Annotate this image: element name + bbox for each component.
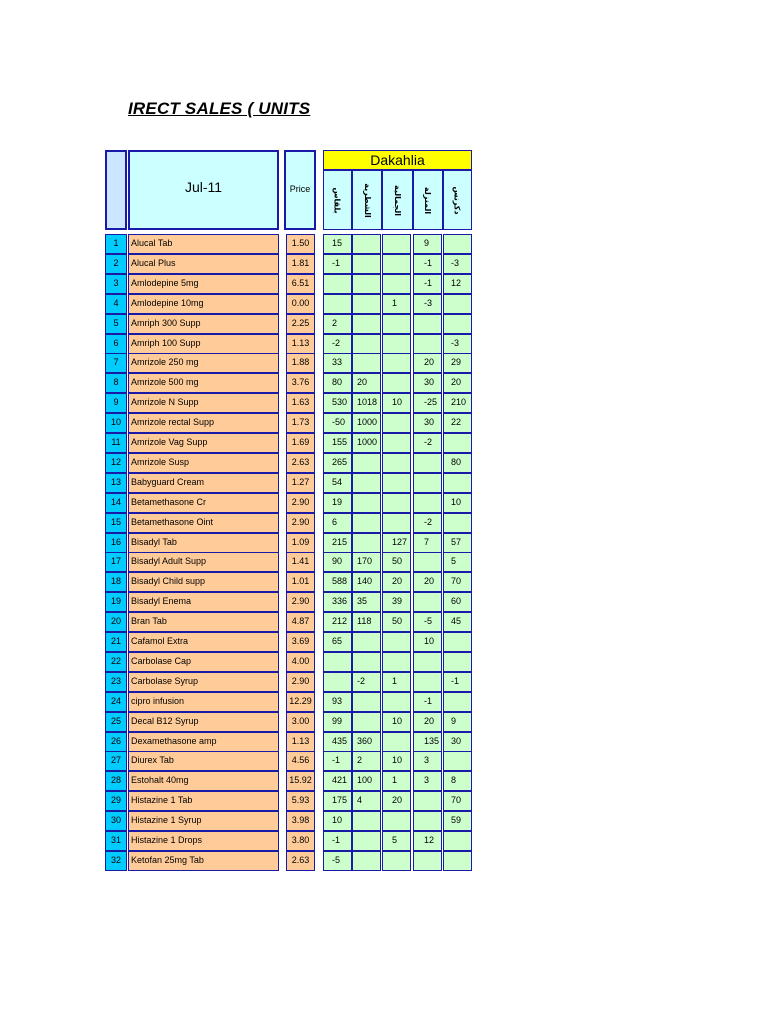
district-units	[352, 334, 381, 354]
table-row	[0, 413, 768, 433]
product-name: Amriph 300 Supp	[128, 314, 279, 334]
district-units	[413, 453, 442, 473]
month-header: Jul-11	[128, 150, 279, 230]
product-name: Histazine 1 Tab	[128, 791, 279, 811]
district-units	[413, 652, 442, 672]
row-number: 22	[105, 652, 127, 672]
product-price: 1.01	[286, 572, 315, 592]
district-units	[382, 353, 411, 373]
district-units	[443, 234, 472, 254]
product-price: 1.27	[286, 473, 315, 493]
district-units: -2	[323, 334, 352, 354]
district-units: 360	[352, 732, 381, 752]
product-name: cipro infusion	[128, 692, 279, 712]
district-units: -1	[323, 751, 352, 771]
district-units	[413, 672, 442, 692]
table-row	[0, 791, 768, 811]
district-units	[443, 632, 472, 652]
district-units	[352, 513, 381, 533]
table-row	[0, 592, 768, 612]
district-units: 54	[323, 473, 352, 493]
district-units	[443, 294, 472, 314]
table-row	[0, 513, 768, 533]
product-name: Decal B12 Syrup	[128, 712, 279, 732]
product-price: 3.69	[286, 632, 315, 652]
product-price: 2.63	[286, 851, 315, 871]
report-title: IRECT SALES ( UNITS	[128, 99, 311, 118]
district-units: 33	[323, 353, 352, 373]
district-units: 3	[413, 771, 442, 791]
district-units	[382, 652, 411, 672]
district-units: 20	[413, 353, 442, 373]
product-price: 1.69	[286, 433, 315, 453]
district-units: 118	[352, 612, 381, 632]
table-row	[0, 493, 768, 513]
district-units	[413, 791, 442, 811]
product-price: 1.50	[286, 234, 315, 254]
district-units	[382, 234, 411, 254]
district-units: 127	[382, 533, 411, 553]
product-price: 1.73	[286, 413, 315, 433]
district-units	[382, 473, 411, 493]
district-units: 80	[323, 373, 352, 393]
table-row	[0, 632, 768, 652]
district-units: -3	[413, 294, 442, 314]
district-units	[413, 473, 442, 493]
row-number: 29	[105, 791, 127, 811]
district-units	[352, 274, 381, 294]
district-units	[382, 373, 411, 393]
district-units	[382, 453, 411, 473]
district-units	[352, 533, 381, 553]
table-row	[0, 652, 768, 672]
district-units: 30	[443, 732, 472, 752]
district-units: 265	[323, 453, 352, 473]
district-units: 15	[323, 234, 352, 254]
district-units: 2	[352, 751, 381, 771]
district-units	[323, 672, 352, 692]
table-row	[0, 811, 768, 831]
product-price: 4.87	[286, 612, 315, 632]
district-units: 10	[382, 393, 411, 413]
district-units	[382, 632, 411, 652]
product-name: Amlodepine 10mg	[128, 294, 279, 314]
product-name: Amrizole rectal Supp	[128, 413, 279, 433]
product-name: Amlodepine 5mg	[128, 274, 279, 294]
district-units	[443, 652, 472, 672]
product-name: Bran Tab	[128, 612, 279, 632]
district-units: -2	[352, 672, 381, 692]
row-number: 10	[105, 413, 127, 433]
row-number: 5	[105, 314, 127, 334]
district-units	[352, 811, 381, 831]
district-units	[323, 294, 352, 314]
district-units: 135	[413, 732, 442, 752]
district-units: 5	[443, 552, 472, 572]
district-units	[443, 692, 472, 712]
district-units	[443, 751, 472, 771]
district-units	[382, 413, 411, 433]
table-row	[0, 552, 768, 572]
district-units: 588	[323, 572, 352, 592]
district-units	[352, 314, 381, 334]
table-row	[0, 533, 768, 553]
district-header: الجمالية	[382, 170, 413, 230]
district-units: 10	[382, 712, 411, 732]
district-units: 20	[413, 572, 442, 592]
table-row	[0, 672, 768, 692]
district-units: 1	[382, 672, 411, 692]
product-price: 1.63	[286, 393, 315, 413]
district-units	[382, 851, 411, 871]
row-number: 13	[105, 473, 127, 493]
product-name: Cafamol Extra	[128, 632, 279, 652]
table-row	[0, 732, 768, 752]
table-row	[0, 274, 768, 294]
district-units	[352, 254, 381, 274]
district-units: -1	[413, 274, 442, 294]
table-row	[0, 294, 768, 314]
product-name: Dexamethasone amp	[128, 732, 279, 752]
district-units: 12	[443, 274, 472, 294]
district-units	[382, 513, 411, 533]
district-units	[323, 274, 352, 294]
district-units: 35	[352, 592, 381, 612]
district-units: 45	[443, 612, 472, 632]
district-units: 20	[443, 373, 472, 393]
product-name: Alucal Tab	[128, 234, 279, 254]
district-units	[323, 652, 352, 672]
district-units: -1	[443, 672, 472, 692]
district-units	[413, 493, 442, 513]
table-row	[0, 751, 768, 771]
table-row	[0, 314, 768, 334]
product-price: 2.90	[286, 493, 315, 513]
district-units: 59	[443, 811, 472, 831]
district-units: 39	[382, 592, 411, 612]
district-units	[352, 712, 381, 732]
product-name: Amrizole Susp	[128, 453, 279, 473]
district-units: -1	[413, 254, 442, 274]
row-number: 27	[105, 751, 127, 771]
district-units	[443, 473, 472, 493]
district-units	[352, 353, 381, 373]
district-units: 99	[323, 712, 352, 732]
district-units: 1	[382, 294, 411, 314]
district-units: -1	[413, 692, 442, 712]
row-number: 6	[105, 334, 127, 354]
product-name: Bisadyl Tab	[128, 533, 279, 553]
row-number: 30	[105, 811, 127, 831]
product-name: Histazine 1 Syrup	[128, 811, 279, 831]
district-units: 336	[323, 592, 352, 612]
district-units	[382, 692, 411, 712]
district-header: الشطرية	[352, 170, 382, 230]
product-price: 2.90	[286, 592, 315, 612]
district-units	[413, 552, 442, 572]
row-number: 2	[105, 254, 127, 274]
product-name: Amriph 100 Supp	[128, 334, 279, 354]
product-price: 4.56	[286, 751, 315, 771]
product-price: 2.25	[286, 314, 315, 334]
row-number: 19	[105, 592, 127, 612]
district-units: 10	[443, 493, 472, 513]
district-units: 80	[443, 453, 472, 473]
district-units: 175	[323, 791, 352, 811]
district-units: 7	[413, 533, 442, 553]
district-units: -2	[413, 513, 442, 533]
product-price: 12.29	[286, 692, 315, 712]
product-price: 2.63	[286, 453, 315, 473]
district-units: 435	[323, 732, 352, 752]
district-units: 155	[323, 433, 352, 453]
district-units: 1018	[352, 393, 381, 413]
row-number: 28	[105, 771, 127, 791]
district-units: 9	[413, 234, 442, 254]
district-units	[352, 294, 381, 314]
product-price: 5.93	[286, 791, 315, 811]
district-units: 19	[323, 493, 352, 513]
district-header: دكرنس	[443, 170, 472, 230]
district-units: -3	[443, 334, 472, 354]
district-units: -5	[323, 851, 352, 871]
row-number: 14	[105, 493, 127, 513]
row-number: 8	[105, 373, 127, 393]
district-units	[413, 811, 442, 831]
row-number: 12	[105, 453, 127, 473]
row-number: 32	[105, 851, 127, 871]
district-units	[382, 334, 411, 354]
district-units: -1	[323, 254, 352, 274]
district-units: 50	[382, 552, 411, 572]
product-name: Carbolase Syrup	[128, 672, 279, 692]
district-units: 6	[323, 513, 352, 533]
district-header: المنزلة	[413, 170, 443, 230]
table-row	[0, 831, 768, 851]
district-units: 65	[323, 632, 352, 652]
district-units	[352, 851, 381, 871]
district-units: 30	[413, 413, 442, 433]
district-units	[352, 831, 381, 851]
district-units	[443, 831, 472, 851]
district-units: 9	[443, 712, 472, 732]
district-units: 421	[323, 771, 352, 791]
product-price: 15.92	[286, 771, 315, 791]
district-units	[382, 732, 411, 752]
district-units	[413, 592, 442, 612]
district-units	[352, 473, 381, 493]
district-units	[352, 652, 381, 672]
product-name: Betamethasone Cr	[128, 493, 279, 513]
district-header: بلقاس	[323, 170, 352, 230]
district-units: 10	[323, 811, 352, 831]
table-row	[0, 254, 768, 274]
table-row	[0, 433, 768, 453]
row-number: 9	[105, 393, 127, 413]
product-name: Alucal Plus	[128, 254, 279, 274]
district-units	[413, 851, 442, 871]
table-row	[0, 373, 768, 393]
table-row	[0, 612, 768, 632]
row-number: 18	[105, 572, 127, 592]
product-name: Histazine 1 Drops	[128, 831, 279, 851]
product-price: 0.00	[286, 294, 315, 314]
district-units: 210	[443, 393, 472, 413]
table-row	[0, 353, 768, 373]
product-price: 1.13	[286, 732, 315, 752]
row-number: 26	[105, 732, 127, 752]
row-number: 25	[105, 712, 127, 732]
index-column-header	[105, 150, 127, 230]
district-units: 57	[443, 533, 472, 553]
district-units	[382, 811, 411, 831]
district-units: -2	[413, 433, 442, 453]
row-number: 15	[105, 513, 127, 533]
district-units	[443, 433, 472, 453]
product-price: 3.00	[286, 712, 315, 732]
table-row	[0, 851, 768, 871]
district-units: 4	[352, 791, 381, 811]
product-price: 1.09	[286, 533, 315, 553]
product-price: 6.51	[286, 274, 315, 294]
table-row	[0, 334, 768, 354]
district-units: 530	[323, 393, 352, 413]
district-units: 1	[382, 771, 411, 791]
district-units: 170	[352, 552, 381, 572]
district-units: 2	[323, 314, 352, 334]
district-units: 30	[413, 373, 442, 393]
product-name: Amrizole 250 mg	[128, 353, 279, 373]
district-units: 12	[413, 831, 442, 851]
table-row	[0, 712, 768, 732]
district-units: 20	[382, 572, 411, 592]
table-row	[0, 453, 768, 473]
district-units: 90	[323, 552, 352, 572]
product-name: Diurex Tab	[128, 751, 279, 771]
product-name: Bisadyl Enema	[128, 592, 279, 612]
row-number: 23	[105, 672, 127, 692]
district-units	[443, 851, 472, 871]
district-units	[352, 632, 381, 652]
product-name: Estohalt 40mg	[128, 771, 279, 791]
district-units: 10	[382, 751, 411, 771]
row-number: 3	[105, 274, 127, 294]
product-name: Bisadyl Adult Supp	[128, 552, 279, 572]
district-units: 20	[382, 791, 411, 811]
district-units	[352, 234, 381, 254]
district-units: 70	[443, 572, 472, 592]
product-price: 2.90	[286, 513, 315, 533]
district-units: 29	[443, 353, 472, 373]
district-units: 10	[413, 632, 442, 652]
product-price: 4.00	[286, 652, 315, 672]
product-price: 1.88	[286, 353, 315, 373]
district-units: 60	[443, 592, 472, 612]
district-units	[443, 513, 472, 533]
row-number: 11	[105, 433, 127, 453]
product-name: Bisadyl Child supp	[128, 572, 279, 592]
row-number: 31	[105, 831, 127, 851]
region-header: Dakahlia	[323, 150, 472, 170]
row-number: 21	[105, 632, 127, 652]
table-row	[0, 393, 768, 413]
district-units	[382, 493, 411, 513]
district-units	[443, 314, 472, 334]
district-units	[413, 314, 442, 334]
row-number: 4	[105, 294, 127, 314]
row-number: 1	[105, 234, 127, 254]
district-units: -25	[413, 393, 442, 413]
product-name: Amrizole Vag Supp	[128, 433, 279, 453]
district-units: -5	[413, 612, 442, 632]
district-units: 20	[413, 712, 442, 732]
row-number: 20	[105, 612, 127, 632]
table-row	[0, 692, 768, 712]
product-name: Babyguard Cream	[128, 473, 279, 493]
table-row	[0, 771, 768, 791]
district-units: -50	[323, 413, 352, 433]
table-row	[0, 473, 768, 493]
district-units: -1	[323, 831, 352, 851]
district-units	[382, 274, 411, 294]
row-number: 17	[105, 552, 127, 572]
district-units: 70	[443, 791, 472, 811]
product-price: 2.90	[286, 672, 315, 692]
district-units: 100	[352, 771, 381, 791]
district-units: 212	[323, 612, 352, 632]
district-units	[352, 453, 381, 473]
product-price: 3.98	[286, 811, 315, 831]
product-price: 1.41	[286, 552, 315, 572]
product-name: Carbolase Cap	[128, 652, 279, 672]
district-units	[352, 493, 381, 513]
district-units: 5	[382, 831, 411, 851]
district-units: 3	[413, 751, 442, 771]
product-name: Betamethasone Oint	[128, 513, 279, 533]
district-units	[382, 433, 411, 453]
row-number: 24	[105, 692, 127, 712]
product-name: Amrizole 500 mg	[128, 373, 279, 393]
district-units: 8	[443, 771, 472, 791]
row-number: 16	[105, 533, 127, 553]
district-units: 1000	[352, 413, 381, 433]
product-price: 3.80	[286, 831, 315, 851]
district-units: 215	[323, 533, 352, 553]
price-column-header: Price	[284, 150, 316, 230]
product-name: Amrizole N Supp	[128, 393, 279, 413]
district-units: 1000	[352, 433, 381, 453]
district-units: 20	[352, 373, 381, 393]
product-price: 1.81	[286, 254, 315, 274]
district-units: 93	[323, 692, 352, 712]
district-units	[413, 334, 442, 354]
district-units: -3	[443, 254, 472, 274]
district-units: 22	[443, 413, 472, 433]
table-row	[0, 572, 768, 592]
district-units	[352, 692, 381, 712]
district-units: 50	[382, 612, 411, 632]
row-number: 7	[105, 353, 127, 373]
district-units	[382, 254, 411, 274]
product-price: 1.13	[286, 334, 315, 354]
product-name: Ketofan 25mg Tab	[128, 851, 279, 871]
district-units: 140	[352, 572, 381, 592]
district-units	[382, 314, 411, 334]
product-price: 3.76	[286, 373, 315, 393]
table-row	[0, 234, 768, 254]
